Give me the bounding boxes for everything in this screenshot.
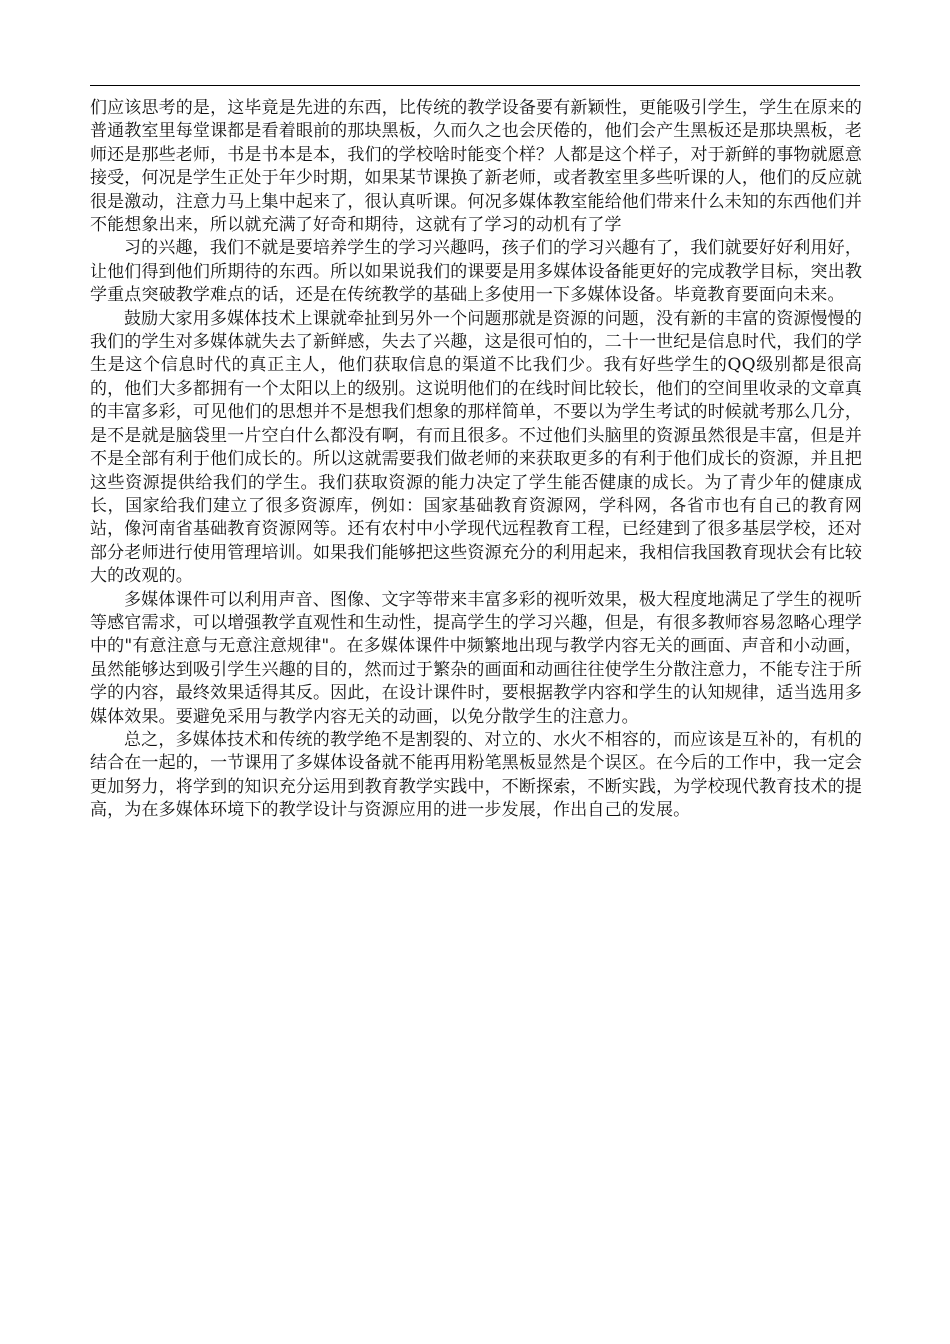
paragraph-continued: 们应该思考的是，这毕竟是先进的东西，比传统的教学设备要有新颖性，更能吸引学生，学生在原来的普通教室里每堂课都是看着眼前的那块黑板，久而久之也会厌倦的，他们会产生黑板还是那块黑板，老师还是那些老师，书是书本是本，我们的学校啥时能变个样？人都是这个样子，对于新鲜的事物就愿意接受，何况是学生正处于年少时期，如果某节课换了新老师，或者教室里多些听课的人，他们的反应就很是激动，注意力马上集中起来了，很认真听课。何况多媒体教室能给他们带来什么未知的东西他们并不能想象出来，所以就充满了好奇和期待，这就有了学习的动机有了学 [90, 98, 862, 236]
paragraph: 总之，多媒体技术和传统的教学绝不是割裂的、对立的、水火不相容的，而应该是互补的，有机的结合在一起的，一节课用了多媒体设备就不能再用粉笔黑板显然是个误区。在今后的工作中，我一定会更加努力，将学到的知识充分运用到教育教学实践中，不断探索，不断实践，为学校现代教育技术的提高，为在多媒体环境下的教学设计与资源应用的进一步发展，作出自己的发展。 [90, 729, 862, 821]
header-rule [90, 85, 860, 86]
paragraph: 多媒体课件可以利用声音、图像、文字等带来丰富多彩的视听效果，极大程度地满足了学生的视听等感官需求，可以增强教学直观性和生动性，提高学生的学习兴趣，但是，有很多教师容易忽略心理学中的"有意注意与无意注意规律"。在多媒体课件中频繁地出现与教学内容无关的画面、声音和小动画，虽然能够达到吸引学生兴趣的目的，然而过于繁杂的画面和动画往往使学生分散注意力，不能专注于所学的内容，最终效果适得其反。因此，在设计课件时，要根据教学内容和学生的认知规律，适当选用多媒体效果。要避免采用与教学内容无关的动画，以免分散学生的注意力。 [90, 589, 862, 727]
document-body [90, 97, 862, 823]
paragraph: 鼓励大家用多媒体技术上课就牵扯到另外一个问题那就是资源的问题，没有新的丰富的资源慢慢的我们的学生对多媒体就失去了新鲜感，失去了兴趣，这是很可怕的，二十一世纪是信息时代，我们的学生是这个信息时代的真正主人，他们获取信息的渠道不比我们少。我有好些学生的QQ级别都是很高的，他们大多都拥有一个太阳以上的级别。这说明他们的在线时间比较长，他们的空间里收录的文章真的丰富多彩，可见他们的思想并不是想我们想象的那样简单，不要以为学生考试的时候就考那么几分，是不是就是脑袋里一片空白什么都没有啊，有而且很多。不过他们头脑里的资源虽然很是丰富，但是并不是全部有利于他们成长的。所以这就需要我们做老师的来获取更多的有利于他们成长的资源，并且把这些资源提供给我们的学生。我们获取资源的能力决定了学生能否健康的成长。为了青少年的健康成长，国家给我们建立了很多资源库，例如：国家基础教育资源网，学科网，各省市也有自己的教育网站，像河南省基础教育资源网等。还有农村中小学现代远程教育工程，已经建到了很多基层学校，还对部分老师进行使用管理培训。如果我们能够把这些资源充分的利用起来，我相信我国教育现状会有比较大的改观的。 [90, 308, 862, 587]
paragraph: 习的兴趣，我们不就是要培养学生的学习兴趣吗，孩子们的学习兴趣有了，我们就要好好利用好，让他们得到他们所期待的东西。所以如果说我们的课要是用多媒体设备能更好的完成教学目标，突出教学重点突破教学难点的话，还是在传统教学的基础上多使用一下多媒体设备。毕竟教育要面向未来。 [90, 238, 862, 306]
